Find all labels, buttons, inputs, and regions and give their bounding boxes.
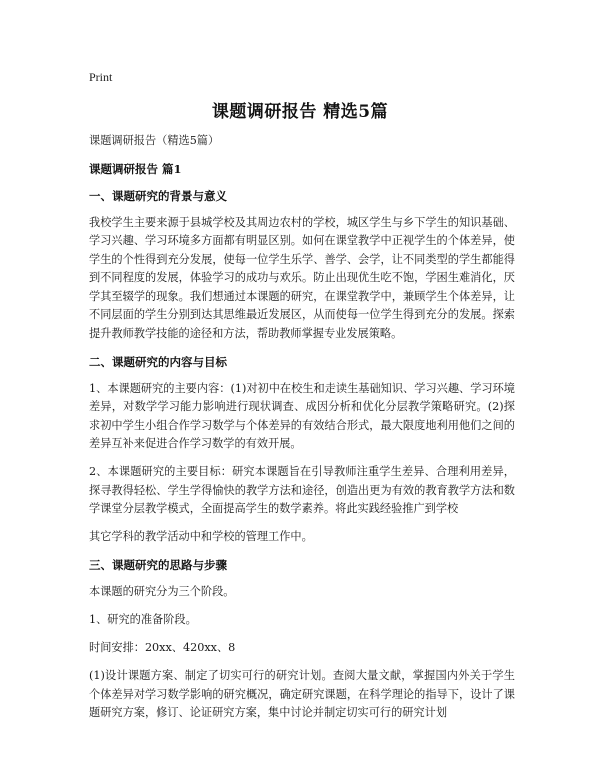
section-3-paragraph-2: 1、研究的准备阶段。: [89, 613, 197, 626]
document-body: [89, 132, 515, 732]
section-3-paragraph-4: (1)设计课题方案、制定了切实可行的研究计划。查阅大量文献，掌握国内外关于学生个体差异对学习数学影响的研究概况，确定研究课题，在科学理论的指导下，设计了课题研究方案，修订、论证研究方案，集中讨论并制定切实可行的研究计划: [89, 669, 515, 719]
section-1-paragraph: 我校学生主要来源于县城学校及其周边农村的学校，城区学生与乡下学生的知识基础、学习兴趣、学习环境多方面都有明显区别。如何在课堂教学中正视学生的个体差异，使学生的个性得到充分发展，使每一位学生乐学、善学、会学，让不同类型的学生都能得到不同程度的发展，体验学习的成功与欢乐。防止出现优生吃不饱，学困生难消化，厌学其至辍学的现象。我们想通过本课题的研究，在课堂教学中，兼顾学生个体差异，让不同层面的学生分别到达其思维最近发展区，从而使每一位学生得到充分的发展。探索提升教师教学技能的途径和方法，帮助教师掌握专业发展策略。: [89, 215, 515, 340]
section-2-heading: 二、课题研究的内容与目标: [89, 354, 227, 369]
section-2-paragraph-2: 2、本课题研究的主要目标：研究本课题旨在引导教师注重学生差异、合理利用差异，探寻教得轻松、学生学得愉快的教学方法和途径，创造出更为有效的教育教学方法和数学课堂分层教学模式，全面提高学生的数学素养。将此实践经验推广到学校: [89, 465, 515, 515]
section-3-paragraph-1: 本课题的研究分为三个阶段。: [89, 585, 235, 598]
section-3-heading: 三、课题研究的思路与步骤: [89, 558, 227, 572]
document-title: 课题调研报告 精选5篇: [211, 102, 389, 122]
print-label[interactable]: Print: [89, 70, 113, 84]
section-2-paragraph-1: 1、本课题研究的主要内容：(1)对初中在校生和走读生基础知识、学习兴趣、学习环境差异，对数学学习能力影响进行现状调查、成因分析和优化分层教学策略研究。(2)探求初中学生小组合作学习数学与个体差异的有效结合形式，最大限度地利用他们之间的差异互补来促进合作学习数学的有效开展。: [89, 381, 515, 450]
section-2-paragraph-3: 其它学科的教学活动中和学校的管理工作中。: [89, 530, 313, 543]
report-heading: 课题调研报告 篇1: [89, 161, 182, 176]
section-3-paragraph-3: 时间安排：20xx、420xx、8: [89, 641, 236, 654]
section-1-heading: 一、课题研究的背景与意义: [89, 188, 227, 203]
document-subtitle: 课题调研报告（精选5篇）: [89, 134, 220, 147]
